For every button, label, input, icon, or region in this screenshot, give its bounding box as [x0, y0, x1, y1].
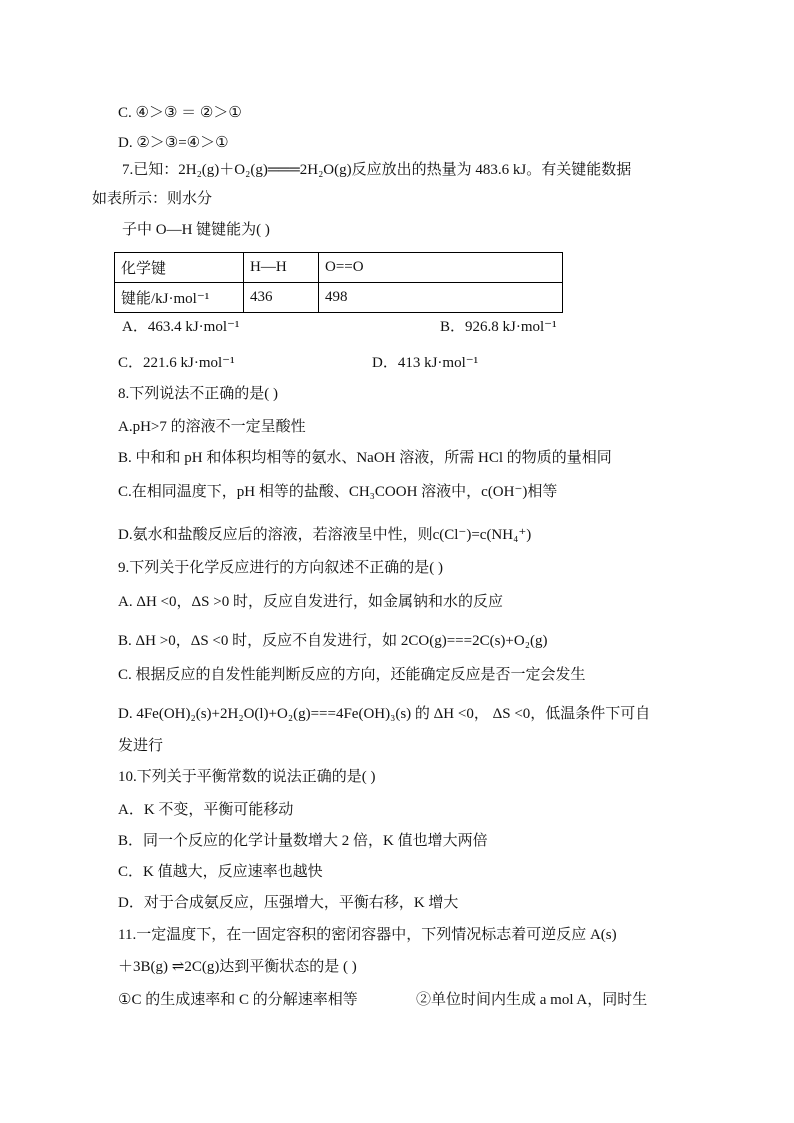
q11-item-2: ②单位时间内生成 a mol A，同时生	[416, 992, 648, 1008]
q9-option-b: B. ΔH >0，ΔS <0 时，反应不自发进行，如 2CO(g)===2C(s)+O₂(g)	[118, 633, 548, 649]
table-cell: 436	[244, 283, 319, 313]
table-header-cell: 化学键	[115, 253, 244, 283]
q7-option-b: B．926.8 kJ·mol⁻¹	[440, 319, 557, 335]
q10-option-b: B．同一个反应的化学计量数增大 2 倍，K 值也增大两倍	[118, 833, 488, 849]
q7-option-a: A．463.4 kJ·mol⁻¹	[122, 319, 240, 335]
q11-stem-line2: ＋3B(g) ⇌2C(g)达到平衡状态的是 ( )	[118, 959, 357, 975]
q6-option-d: D. ②＞③=④＞①	[118, 135, 229, 151]
table-cell: 键能/kJ·mol⁻¹	[115, 283, 244, 313]
q9-stem: 9.下列关于化学反应进行的方向叙述不正确的是( )	[118, 560, 443, 576]
q7-option-d: D．413 kJ·mol⁻¹	[372, 355, 479, 371]
q8-option-b: B. 中和和 pH 和体积均相等的氨水、NaOH 溶液，所需 HCl 的物质的量相同	[118, 450, 612, 466]
q10-option-c: C．K 值越大，反应速率也越快	[118, 864, 323, 880]
q7-stem-line3: 子中 O—H 键键能为( )	[122, 222, 270, 238]
q7-stem-line1: 7.已知：2H₂(g)＋O₂(g)═══2H₂O(g)反应放出的热量为 483.6 kJ。有关键能数据	[122, 162, 632, 178]
q9-option-d-line1: D. 4Fe(OH)₂(s)+2H₂O(l)+O₂(g)===4Fe(OH)₃(s) 的 ΔH <0， ΔS <0，低温条件下可自	[118, 706, 651, 722]
q7-stem-line2: 如表所示：则水分	[92, 191, 213, 207]
table-header-row	[115, 253, 563, 283]
q9-option-c: C. 根据反应的自发性能判断反应的方向，还能确定反应是否一定会发生	[118, 667, 586, 683]
q9-option-d-line2: 发进行	[118, 738, 164, 754]
q8-option-d: D.氨水和盐酸反应后的溶液，若溶液呈中性，则c(Cl⁻)=c(NH₄⁺)	[118, 527, 532, 543]
q8-stem: 8.下列说法不正确的是( )	[118, 386, 278, 402]
q10-option-d: D．对于合成氨反应，压强增大，平衡右移，K 增大	[118, 895, 459, 911]
table-header-cell: O==O	[319, 253, 563, 283]
q8-option-a: A.pH>7 的溶液不一定呈酸性	[118, 419, 306, 435]
q6-option-c: C. ④＞③ ＝ ②＞①	[118, 105, 242, 121]
q11-stem-line1: 11.一定温度下，在一固定容积的密闭容器中，下列情况标志着可逆反应 A(s)	[118, 927, 617, 943]
table-cell: 498	[319, 283, 563, 313]
q7-option-c: C．221.6 kJ·mol⁻¹	[118, 355, 235, 371]
table-header-cell: H—H	[244, 253, 319, 283]
bond-energy-table	[114, 252, 563, 313]
q10-stem: 10.下列关于平衡常数的说法正确的是( )	[118, 769, 376, 785]
q9-option-a: A. ΔH <0，ΔS >0 时，反应自发进行，如金属钠和水的反应	[118, 594, 503, 610]
q11-item-1: ①C 的生成速率和 C 的分解速率相等	[118, 992, 358, 1008]
q8-option-c: C.在相同温度下，pH 相等的盐酸、CH₃COOH 溶液中，c(OH⁻)相等	[118, 484, 558, 500]
table-row	[115, 283, 563, 313]
q10-option-a: A．K 不变，平衡可能移动	[118, 802, 294, 818]
